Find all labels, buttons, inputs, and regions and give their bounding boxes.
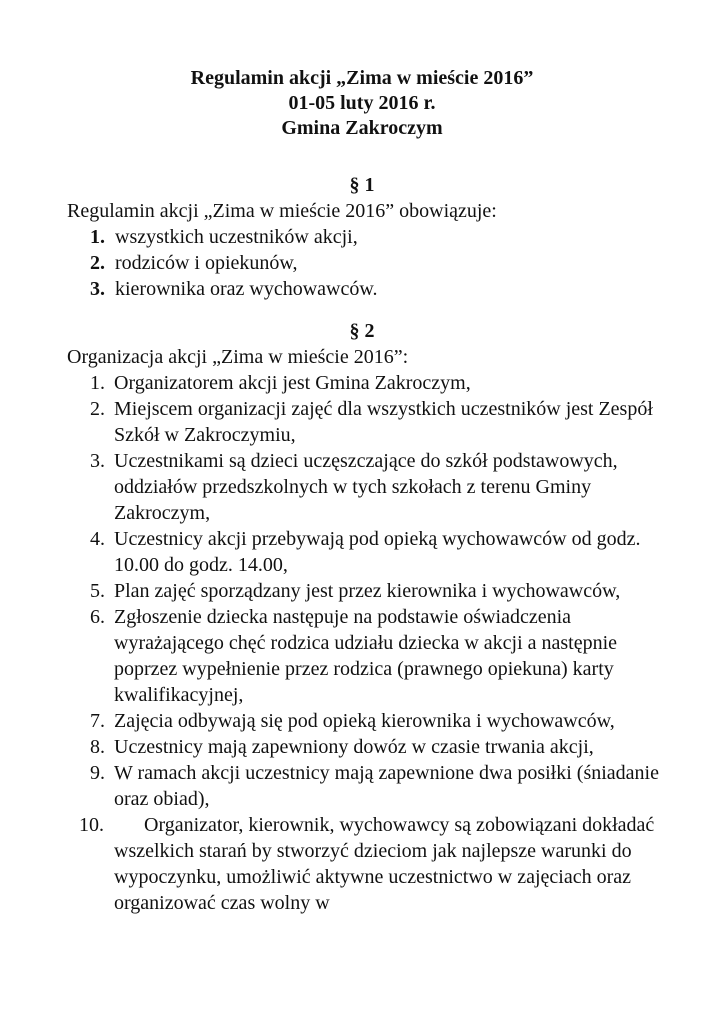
list-item-number: 4. xyxy=(90,528,105,550)
list-item xyxy=(0,604,659,708)
list-item xyxy=(0,526,659,578)
list-item-text: kierownika oraz wychowawców. xyxy=(115,278,378,300)
section-2-intro: Organizacja akcji „Zima w mieście 2016”: xyxy=(67,346,409,368)
list-item-text: rodziców i opiekunów, xyxy=(115,252,298,274)
list-item-text: Zgłoszenie dziecka następuje na podstawie oświadczenia wyrażającego chęć rodzica udziału dziecka w akcji a następnie poprzez wypełnienie przez rodzica (prawnego opiekuna) karty kwalifikacyjnej, xyxy=(114,606,618,706)
list-item xyxy=(0,448,659,526)
list-item xyxy=(0,276,655,302)
list-item-number: 1. xyxy=(90,226,105,248)
list-item xyxy=(0,578,659,604)
document-title xyxy=(0,66,724,141)
list-item-number: 5. xyxy=(90,580,105,602)
title-line-2: 01-05 luty 2016 r. xyxy=(288,92,436,114)
list-item-text: Uczestnicy akcji przebywają pod opieką wychowawców od godz. 10.00 do godz. 14.00, xyxy=(114,528,641,576)
list-item xyxy=(0,396,659,448)
section-2-mark: § 2 xyxy=(349,320,375,342)
list-item-text: Organizatorem akcji jest Gmina Zakroczym, xyxy=(114,372,471,394)
list-item-number: 9. xyxy=(90,762,105,784)
list-item xyxy=(0,812,659,916)
list-item-text: Uczestnikami są dzieci uczęszczające do szkół podstawowych, oddziałów przedszkolnych w tych szkołach z terenu Gminy Zakroczym, xyxy=(114,450,618,524)
section-1-intro: Regulamin akcji „Zima w mieście 2016” obowiązuje: xyxy=(67,200,497,222)
list-item-text: Zajęcia odbywają się pod opieką kierownika i wychowawców, xyxy=(114,710,615,732)
list-item-number: 2. xyxy=(90,252,105,274)
list-item-text: W ramach akcji uczestnicy mają zapewnione dwa posiłki (śniadanie oraz obiad), xyxy=(114,762,659,810)
section-1-mark: § 1 xyxy=(349,174,375,196)
list-item xyxy=(0,760,659,812)
section-2-list xyxy=(0,370,659,916)
list-item xyxy=(0,224,655,250)
list-item xyxy=(0,370,659,396)
list-item-number: 1. xyxy=(90,372,105,394)
list-item-number: 2. xyxy=(90,398,105,420)
list-item-number: 3. xyxy=(90,278,105,300)
list-item-text: wszystkich uczestników akcji, xyxy=(115,226,358,248)
title-line-1: Regulamin akcji „Zima w mieście 2016” xyxy=(190,67,534,89)
list-item-text: Uczestnicy mają zapewniony dowóz w czasie trwania akcji, xyxy=(114,736,594,758)
list-item-number: 6. xyxy=(90,606,105,628)
list-item-number: 10. xyxy=(79,814,104,836)
list-item-number: 7. xyxy=(90,710,105,732)
title-line-3: Gmina Zakroczym xyxy=(281,117,443,139)
list-item xyxy=(0,734,659,760)
list-item-number: 8. xyxy=(90,736,105,758)
list-item xyxy=(0,250,655,276)
list-item xyxy=(0,708,659,734)
list-item-text: Miejscem organizacji zajęć dla wszystkich uczestników jest Zespół Szkół w Zakroczymiu, xyxy=(114,398,653,446)
list-item-text: Organizator, kierownik, wychowawcy są zobowiązani dokładać wszelkich starań by stworzyć dzieciom jak najlepsze warunki do wypoczynku, umożliwić aktywne uczestnictwo w zajęciach oraz organizować czas wolny w xyxy=(114,814,655,914)
section-1-list xyxy=(0,224,655,302)
list-item-number: 3. xyxy=(90,450,105,472)
list-item-text: Plan zajęć sporządzany jest przez kierownika i wychowawców, xyxy=(114,580,621,602)
